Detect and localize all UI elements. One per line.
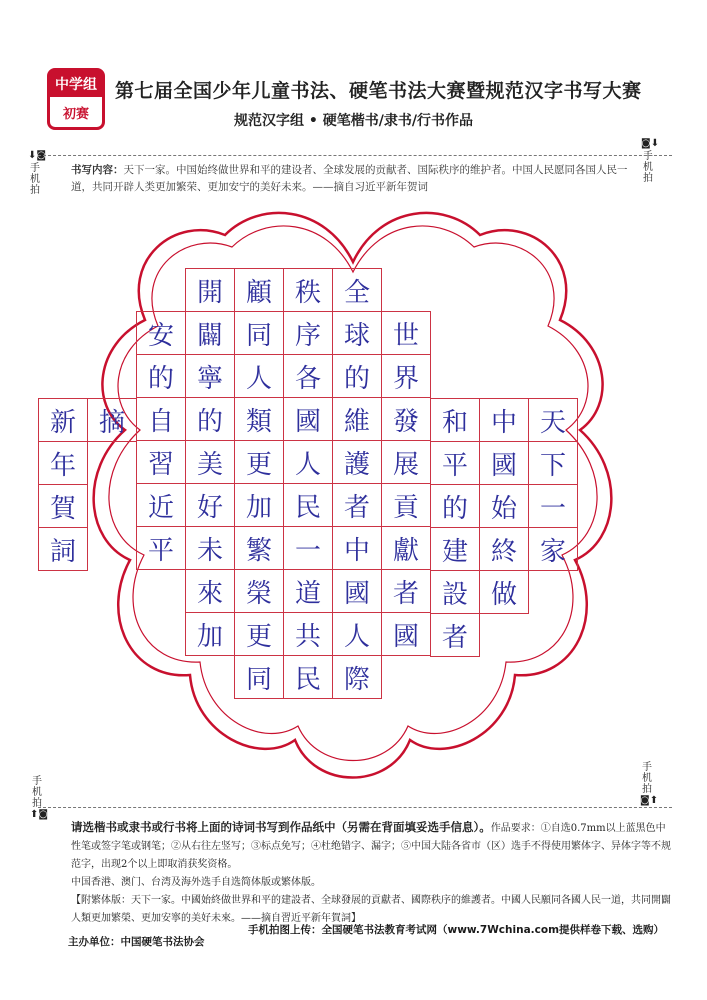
content-text: 天下一家。中国始终做世界和平的建设者、全球发展的贡献者、国际秩序的维护者。中国人民愿同各国人民一道，共同开辟人类更加繁荣、更加安宁的美好未来。——摘自习近平新年贺词 <box>71 164 628 193</box>
grid-cell: 民 <box>283 483 333 527</box>
grid-cell: 人 <box>283 440 333 484</box>
grid-cell: 者 <box>332 483 382 527</box>
grid-cell: 護 <box>332 440 382 484</box>
grid-cell: 新 <box>38 398 88 442</box>
grid-cell: 民 <box>283 655 333 699</box>
grid-cell: 中 <box>479 398 529 442</box>
page-subtitle: 规范汉字组 • 硬笔楷书/隶书/行书作品 <box>234 113 473 129</box>
upload-info: 手机拍图上传：全国硬笔书法教育考试网（www.7Wchina.com提供样卷下载、选购） <box>248 924 665 936</box>
grid-cell: 道 <box>283 569 333 613</box>
grid-cell: 年 <box>38 441 88 485</box>
grid-cell: 家 <box>528 527 578 571</box>
grid-cell: 賀 <box>38 484 88 528</box>
photo-label: 手机拍 <box>642 762 652 795</box>
grid-cell: 詞 <box>38 527 88 571</box>
grid-cell: 秩 <box>283 268 333 312</box>
grid-cell: 類 <box>234 397 284 441</box>
grid-cell: 做 <box>479 570 529 614</box>
content-label: 书写内容： <box>71 164 124 176</box>
grid-cell: 設 <box>430 570 480 614</box>
grid-cell: 天 <box>528 398 578 442</box>
traditional-label: 【附繁体版： <box>71 895 131 906</box>
grid-cell: 始 <box>479 484 529 528</box>
grid-cell: 建 <box>430 527 480 571</box>
grid-cell: 安 <box>136 311 186 355</box>
grid-cell: 加 <box>185 612 235 656</box>
grid-cell: 同 <box>234 311 284 355</box>
grid-cell: 維 <box>332 397 382 441</box>
grid-cell: 平 <box>430 441 480 485</box>
page-title: 第七届全国少年儿童书法、硬笔书法大赛暨规范汉字书写大赛 <box>115 80 642 102</box>
grid-cell: 加 <box>234 483 284 527</box>
grid-cell: 序 <box>283 311 333 355</box>
grid-cell: 來 <box>185 569 235 613</box>
grid-cell: 國 <box>283 397 333 441</box>
arrow-down-camera-icon: ⬇◙ <box>28 150 47 161</box>
grid-cell: 人 <box>234 354 284 398</box>
photo-label: 手机拍 <box>643 151 653 184</box>
instructions-requirements: 作品要求：①自选0.7mm以上蓝黑色中性笔或签字笔或钢笔；②从右往左竖写；③标点免写；④杜绝错字、漏字；⑤中国大陆各省市（区）选手不得使用繁体字、异体字等不规范字，出现2个以上即取消获奖资格。 <box>71 823 671 870</box>
grid-cell: 未 <box>185 526 235 570</box>
grid-cell: 界 <box>381 354 431 398</box>
badge-group-label: 中学组 <box>50 71 102 97</box>
grid-cell: 自 <box>136 397 186 441</box>
badge-stage-label: 初赛 <box>62 106 89 122</box>
camera-arrow-down-icon: ◙⬇ <box>641 138 660 149</box>
grid-cell: 近 <box>136 483 186 527</box>
grid-cell: 開 <box>185 268 235 312</box>
grid-cell: 習 <box>136 440 186 484</box>
grid-cell: 闢 <box>185 311 235 355</box>
grid-cell: 共 <box>283 612 333 656</box>
grid-cell: 展 <box>381 440 431 484</box>
grid-cell: 者 <box>381 569 431 613</box>
grid-cell: 繁 <box>234 526 284 570</box>
grid-cell: 的 <box>332 354 382 398</box>
grid-cell: 球 <box>332 311 382 355</box>
instructions-lead: 请选楷书或隶书或行书将上面的诗词书写到作品纸中（另需在背面填妥选手信息）。 <box>71 820 491 834</box>
grid-cell: 的 <box>430 484 480 528</box>
grid-cell: 發 <box>381 397 431 441</box>
grid-cell: 摘 <box>87 398 137 442</box>
grid-cell: 獻 <box>381 526 431 570</box>
grid-cell: 國 <box>381 612 431 656</box>
grid-cell: 世 <box>381 311 431 355</box>
grid-cell: 人 <box>332 612 382 656</box>
instructions <box>71 818 671 928</box>
grid-cell: 美 <box>185 440 235 484</box>
grid-cell: 際 <box>332 655 382 699</box>
grid-cell: 下 <box>528 441 578 485</box>
grid-cell: 國 <box>479 441 529 485</box>
photo-label: 手机拍 <box>30 163 40 196</box>
grid-cell: 更 <box>234 612 284 656</box>
grid-cell: 好 <box>185 483 235 527</box>
organizer-info: 主办单位：中国硬笔书法协会 <box>68 936 205 948</box>
camera-arrow-up-icon: ◙⬆ <box>640 795 659 806</box>
grid-cell: 顧 <box>234 268 284 312</box>
grid-cell: 貢 <box>381 483 431 527</box>
traditional-text: 天下一家。中國始終做世界和平的建設者、全球發展的貢獻者、國際秩序的維護者。中國人民願同各國人民一道，共同開闢人類更加繁榮、更加安寧的美好未來。——摘自習近平新年賀詞】 <box>71 895 671 924</box>
grid-cell: 榮 <box>234 569 284 613</box>
grid-cell: 中 <box>332 526 382 570</box>
grid-cell: 平 <box>136 526 186 570</box>
grid-cell: 寧 <box>185 354 235 398</box>
grid-cell: 一 <box>283 526 333 570</box>
grid-cell: 一 <box>528 484 578 528</box>
grid-cell: 者 <box>430 613 480 657</box>
grid-cell: 各 <box>283 354 333 398</box>
grid-cell: 國 <box>332 569 382 613</box>
grid-cell: 的 <box>185 397 235 441</box>
grid-cell: 的 <box>136 354 186 398</box>
photo-label: 手机拍 <box>32 776 42 809</box>
grid-cell: 和 <box>430 398 480 442</box>
grid-cell: 更 <box>234 440 284 484</box>
grid-cell: 全 <box>332 268 382 312</box>
arrow-up-camera-icon: ⬆◙ <box>30 809 49 820</box>
grid-cell: 終 <box>479 527 529 571</box>
instructions-note: 中国香港、澳门、台湾及海外选手自选简体版或繁体版。 <box>71 877 321 888</box>
grid-cell: 同 <box>234 655 284 699</box>
